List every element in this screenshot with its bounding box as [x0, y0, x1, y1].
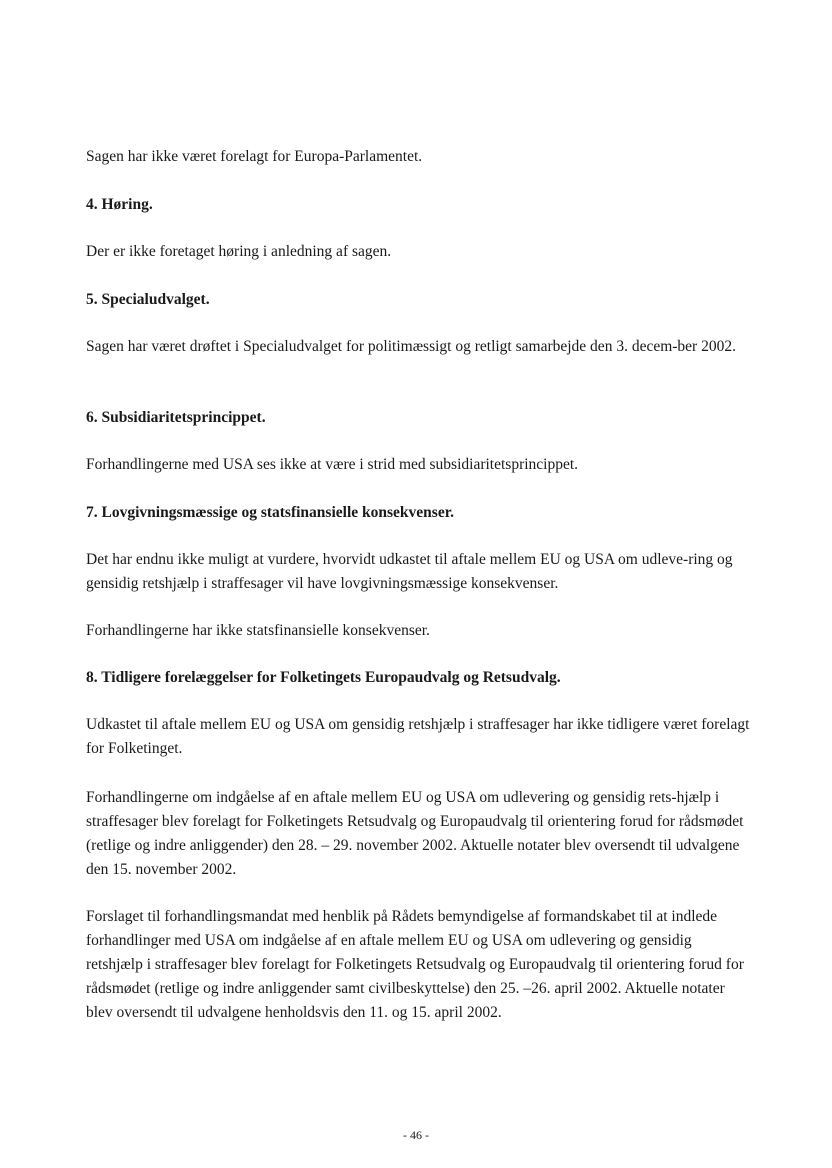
- section-heading-subsidiaritet: 6. Subsidiaritetsprincippet.: [86, 409, 266, 426]
- section-heading-specialudvalget: 5. Specialudvalget.: [86, 291, 210, 308]
- section-paragraph-subsidiaritet: Forhandlingerne med USA ses ikke at være i strid med subsidiaritetsprincippet.: [86, 456, 579, 473]
- section-paragraph-konsekvenser-1: Det har endnu ikke muligt at vurdere, hvorvidt udkastet til aftale mellem EU og USA om udleve-ring og gensidig retshjælp i straffesager vil have lovgivningsmæssige konsekvenser.: [86, 551, 733, 592]
- section-heading-hoering: 4. Høring.: [86, 196, 153, 213]
- section-heading-forelaeggelser: 8. Tidligere forelæggelser for Folketingets Europaudvalg og Retsudvalg.: [86, 669, 561, 686]
- section-paragraph-konsekvenser-2: Forhandlingerne har ikke statsfinansielle konsekvenser.: [86, 622, 430, 639]
- section-paragraph-forelaeggelser-3: Forslaget til forhandlingsmandat med henblik på Rådets bemyndigelse af formandskabet til at indlede forhandlinger med USA om indgåelse af en aftale mellem EU og USA om udlevering og gensidig retshjælp i straffesager blev forelagt for Folketingets Retsudvalg og Europaudvalg til orientering forud for rådsmødet (retlige og indre anliggender samt civilbeskyttelse) den 25. –26. april 2002. Aktuelle notater blev oversendt til udvalgene henholdsvis den 11. og 15. april 2002.: [86, 908, 744, 1021]
- section-paragraph-forelaeggelser-1: Udkastet til aftale mellem EU og USA om gensidig retshjælp i straffesager har ikke tidligere været forelagt for Folketinget.: [86, 716, 750, 757]
- section-paragraph-specialudvalget: Sagen har været drøftet i Specialudvalget for politimæssigt og retligt samarbejde den 3. decem-ber 2002.: [86, 338, 736, 355]
- section-paragraph-hoering: Der er ikke foretaget høring i anledning af sagen.: [86, 243, 392, 260]
- section-heading-konsekvenser: 7. Lovgivningsmæssige og statsfinansielle konsekvenser.: [86, 504, 455, 521]
- intro-paragraph: Sagen har ikke været forelagt for Europa-Parlamentet.: [86, 148, 423, 165]
- page-number: - 46 -: [403, 1128, 429, 1142]
- section-paragraph-forelaeggelser-2: Forhandlingerne om indgåelse af en aftale mellem EU og USA om udlevering og gensidig rets-hjælp i straffesager blev forelagt for Folketingets Retsudvalg og Europaudvalg til orientering forud for rådsmødet (retlige og indre anliggender) den 28. – 29. november 2002. Aktuelle notater blev oversendt til udvalgene den 15. november 2002.: [86, 789, 744, 878]
